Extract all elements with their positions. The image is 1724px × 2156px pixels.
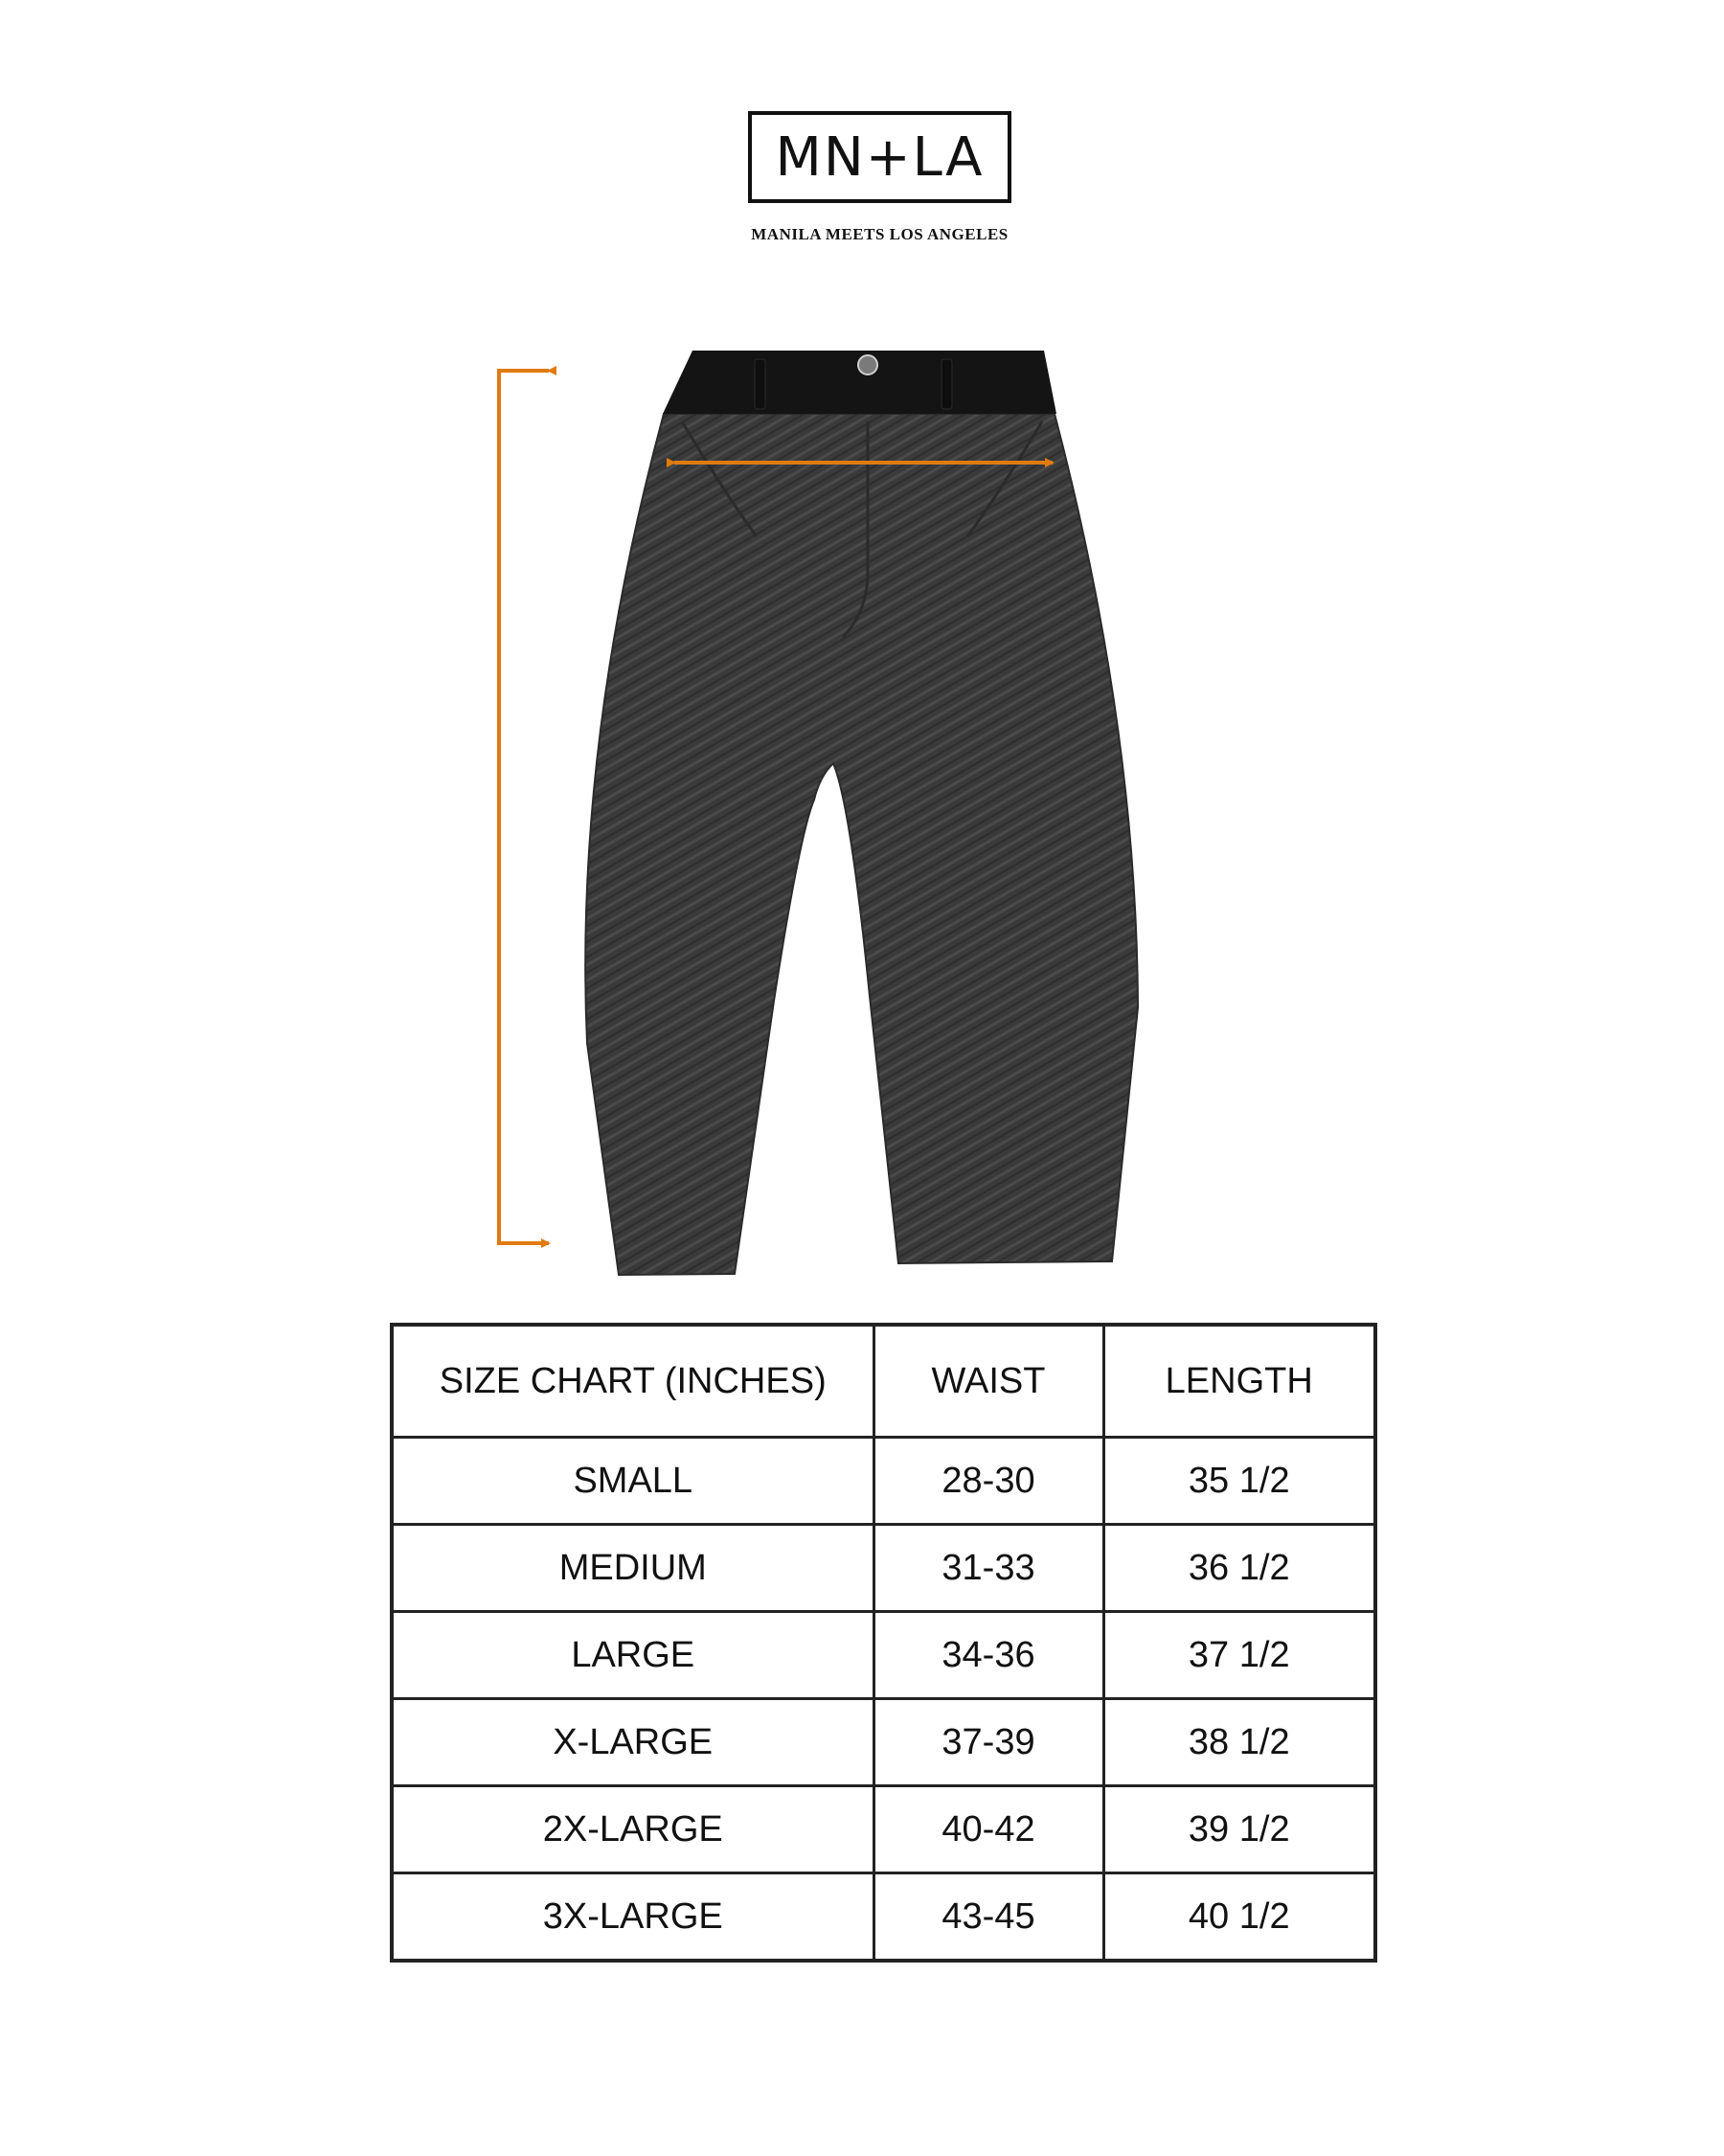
table-row xyxy=(392,1873,1375,1962)
cell-size: LARGE xyxy=(392,1612,873,1699)
pants-button xyxy=(858,355,877,374)
header-length: LENGTH xyxy=(1103,1325,1375,1438)
cell-size: MEDIUM xyxy=(392,1525,873,1612)
cell-size: 2X-LARGE xyxy=(392,1786,873,1873)
cell-waist: 43-45 xyxy=(873,1873,1103,1962)
brand-tagline: MANILA MEETS LOS ANGELES xyxy=(751,225,1009,243)
table-row xyxy=(392,1438,1375,1525)
belt-loop-right xyxy=(941,359,952,409)
cell-waist: 31-33 xyxy=(873,1525,1103,1612)
header-waist: WAIST xyxy=(873,1325,1103,1438)
cell-length: 40 1/2 xyxy=(1103,1873,1375,1962)
cell-size: 3X-LARGE xyxy=(392,1873,873,1962)
cell-length: 37 1/2 xyxy=(1103,1612,1375,1699)
length-measure-bracket xyxy=(499,371,549,1243)
pants-body xyxy=(585,414,1138,1275)
table-row xyxy=(392,1525,1375,1612)
cell-waist: 40-42 xyxy=(873,1786,1103,1873)
cell-length: 35 1/2 xyxy=(1103,1438,1375,1525)
header-size-chart: SIZE CHART (INCHES) xyxy=(392,1325,873,1438)
cell-waist: 28-30 xyxy=(873,1438,1103,1525)
cell-size: X-LARGE xyxy=(392,1699,873,1786)
cell-waist: 37-39 xyxy=(873,1699,1103,1786)
cell-length: 38 1/2 xyxy=(1103,1699,1375,1786)
table-row xyxy=(392,1699,1375,1786)
brand-logo-text: MN+LA xyxy=(775,125,985,189)
belt-loop-left xyxy=(755,359,765,409)
table-row xyxy=(392,1786,1375,1873)
table-header-row xyxy=(392,1325,1375,1438)
cell-size: SMALL xyxy=(392,1438,873,1525)
size-chart-table xyxy=(390,1323,1377,1963)
cell-length: 36 1/2 xyxy=(1103,1525,1375,1612)
cell-length: 39 1/2 xyxy=(1103,1786,1375,1873)
table-row xyxy=(392,1612,1375,1699)
cell-waist: 34-36 xyxy=(873,1612,1103,1699)
